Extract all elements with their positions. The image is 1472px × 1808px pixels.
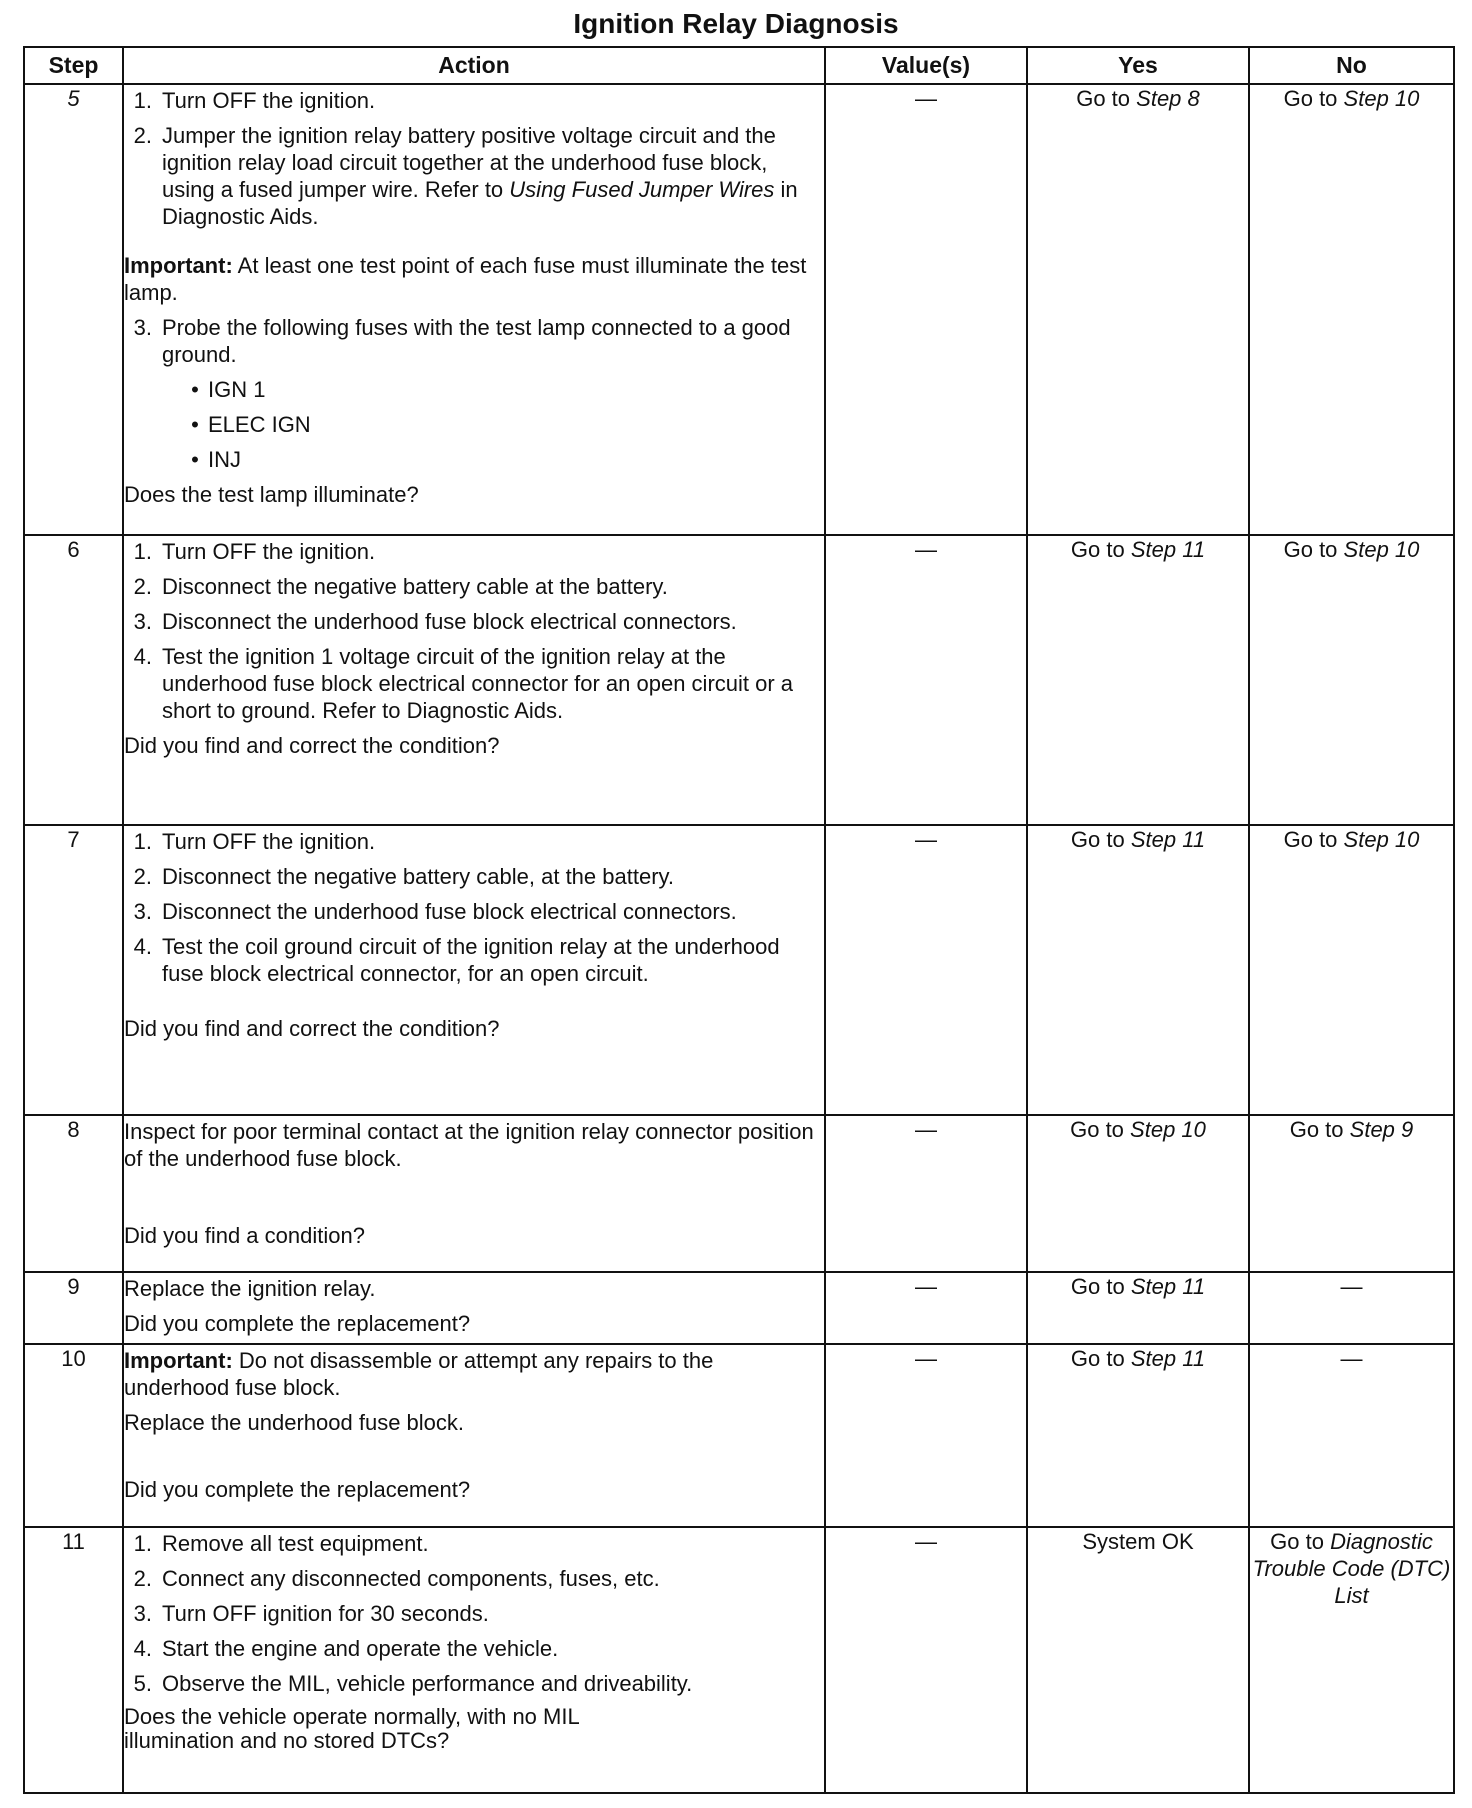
action-item: Remove all test equipment. (162, 1531, 429, 1556)
question: Does the test lamp illuminate? (124, 482, 419, 507)
header-yes: Yes (1027, 47, 1249, 84)
fuse-item: INJ (208, 447, 241, 472)
step-number: 10 (24, 1344, 123, 1527)
step-number: 7 (24, 825, 123, 1115)
action-item: Turn OFF the ignition. (162, 829, 376, 854)
no-cell: Go to Step 10 (1249, 84, 1454, 535)
action-item: Disconnect the underhood fuse block electrical connectors. (162, 609, 737, 634)
fuse-item: IGN 1 (208, 377, 266, 402)
action-item: Turn OFF the ignition. (162, 539, 376, 564)
yes-cell: Go to Step 11 (1027, 1272, 1249, 1344)
no-cell: — (1249, 1344, 1454, 1527)
page-title: Ignition Relay Diagnosis (573, 8, 899, 39)
value-cell: — (825, 825, 1027, 1115)
value-cell: — (825, 1115, 1027, 1272)
question: Did you complete the replacement? (124, 1311, 471, 1336)
table-row (24, 1344, 1454, 1527)
step-number: 6 (24, 535, 123, 825)
action-item: Observe the MIL, vehicle performance and driveability. (162, 1671, 693, 1696)
header-step: Step (24, 47, 123, 84)
action-item: Disconnect the negative battery cable at the battery. (162, 574, 668, 599)
action-cell: 1. Turn OFF the ignition. 2. Disconnect the negative battery cable, at the battery. 3. Disconnect the underhood fuse block electrical connectors. 4. Test the coil ground circuit of the ignition relay at the underhood fuse block electrical connector, for an open circuit. Did you find and correct the condition? (123, 825, 825, 1115)
table-row (24, 84, 1454, 535)
header-no: No (1249, 47, 1454, 84)
yes-cell: Go to Step 8 (1027, 84, 1249, 535)
action-cell (123, 1272, 825, 1344)
action-item: Turn OFF ignition for 30 seconds. (162, 1601, 489, 1626)
table-row (24, 1272, 1454, 1344)
important-note: Important: At least one test point of each fuse must illuminate the test lamp. (124, 253, 807, 305)
yes-cell: Go to Step 10 (1027, 1115, 1249, 1272)
table-row (24, 825, 1454, 1115)
question: Did you complete the replacement? (124, 1477, 471, 1502)
diagnosis-table (23, 46, 1455, 1794)
action-text: Inspect for poor terminal contact at the ignition relay connector position of the underhood fuse block. (124, 1119, 814, 1171)
step-number: 9 (24, 1272, 123, 1344)
action-item: Probe the following fuses with the test lamp connected to a good ground. (162, 315, 791, 367)
action-item: Turn OFF the ignition. (162, 88, 376, 113)
table-row (24, 1527, 1454, 1793)
header-row (24, 47, 1454, 84)
action-item: Test the ignition 1 voltage circuit of the ignition relay at the underhood fuse block electrical connector for an open circuit or a short to ground. Refer to Diagnostic Aids. (162, 644, 794, 723)
action-text: Replace the underhood fuse block. (124, 1410, 465, 1435)
action-item: Test the coil ground circuit of the ignition relay at the underhood fuse block electrical connector, for an open circuit. (162, 934, 780, 986)
no-cell: Go to Step 9 (1249, 1115, 1454, 1272)
step-number: 11 (24, 1527, 123, 1793)
action-cell: 1. Turn OFF the ignition. 2. Jumper the ignition relay battery positive voltage circuit and the ignition relay load circuit together at the underhood fuse block, using a fused jumper wire. Refer to Using Fused Jumper Wires in Diagnostic Aids. Important: At least one test point of each fuse must illuminate the test lamp. 3. Probe the following fuses with the test lamp connected to a good ground. • IGN 1 • ELEC IGN • INJ Does the test lamp illuminate? (123, 84, 825, 535)
no-cell: — (1249, 1272, 1454, 1344)
step-number: 5 (24, 84, 123, 535)
yes-cell: System OK (1027, 1527, 1249, 1793)
question: Did you find a condition? (124, 1223, 365, 1248)
question: Does the vehicle operate normally, with no MIL illumination and no stored DTCs? (124, 1704, 579, 1753)
fuse-item: ELEC IGN (208, 412, 311, 437)
header-action: Action (123, 47, 825, 84)
header-values: Value(s) (825, 47, 1027, 84)
action-text: Replace the ignition relay. (124, 1276, 376, 1301)
table-row (24, 1115, 1454, 1272)
action-cell: 1. Turn OFF the ignition. 2. Disconnect the negative battery cable at the battery. 3. Disconnect the underhood fuse block electrical connectors. 4. Test the ignition 1 voltage circuit of the ignition relay at the underhood fuse block electrical connector for an open circuit or a short to ground. Refer to Diagnostic Aids. Did you find and correct the condition? (123, 535, 825, 825)
action-cell (123, 1115, 825, 1272)
yes-cell: Go to Step 11 (1027, 535, 1249, 825)
action-cell: 1. Remove all test equipment. 2. Connect any disconnected components, fuses, etc. 3. Turn OFF ignition for 30 seconds. 4. Start the engine and operate the vehicle. 5. Observe the MIL, vehicle performance and driveability. Does the vehicle operate normally, with no MIL illumination and no stored DTCs? (123, 1527, 825, 1793)
action-item: Jumper the ignition relay battery positive voltage circuit and the ignition relay load circuit together at the underhood fuse block, using a fused jumper wire. Refer to Using Fused Jumper Wires in Diagnostic Aids. (162, 123, 798, 229)
action-item: Connect any disconnected components, fuses, etc. (162, 1566, 660, 1591)
value-cell: — (825, 1527, 1027, 1793)
action-item: Start the engine and operate the vehicle. (162, 1636, 559, 1661)
important-note: Important: Do not disassemble or attempt any repairs to the underhood fuse block. (124, 1348, 714, 1400)
question: Did you find and correct the condition? (124, 733, 500, 758)
value-cell: — (825, 1344, 1027, 1527)
no-cell: Go to Diagnostic Trouble Code (DTC) List (1249, 1527, 1454, 1793)
value-cell: — (825, 535, 1027, 825)
step-number: 8 (24, 1115, 123, 1272)
action-item: Disconnect the negative battery cable, at the battery. (162, 864, 675, 889)
yes-cell: Go to Step 11 (1027, 1344, 1249, 1527)
table-row (24, 535, 1454, 825)
action-item: Disconnect the underhood fuse block electrical connectors. (162, 899, 737, 924)
question: Did you find and correct the condition? (124, 1016, 500, 1041)
no-cell: Go to Step 10 (1249, 825, 1454, 1115)
yes-cell: Go to Step 11 (1027, 825, 1249, 1115)
action-cell (123, 1344, 825, 1527)
value-cell: — (825, 84, 1027, 535)
value-cell: — (825, 1272, 1027, 1344)
no-cell: Go to Step 10 (1249, 535, 1454, 825)
